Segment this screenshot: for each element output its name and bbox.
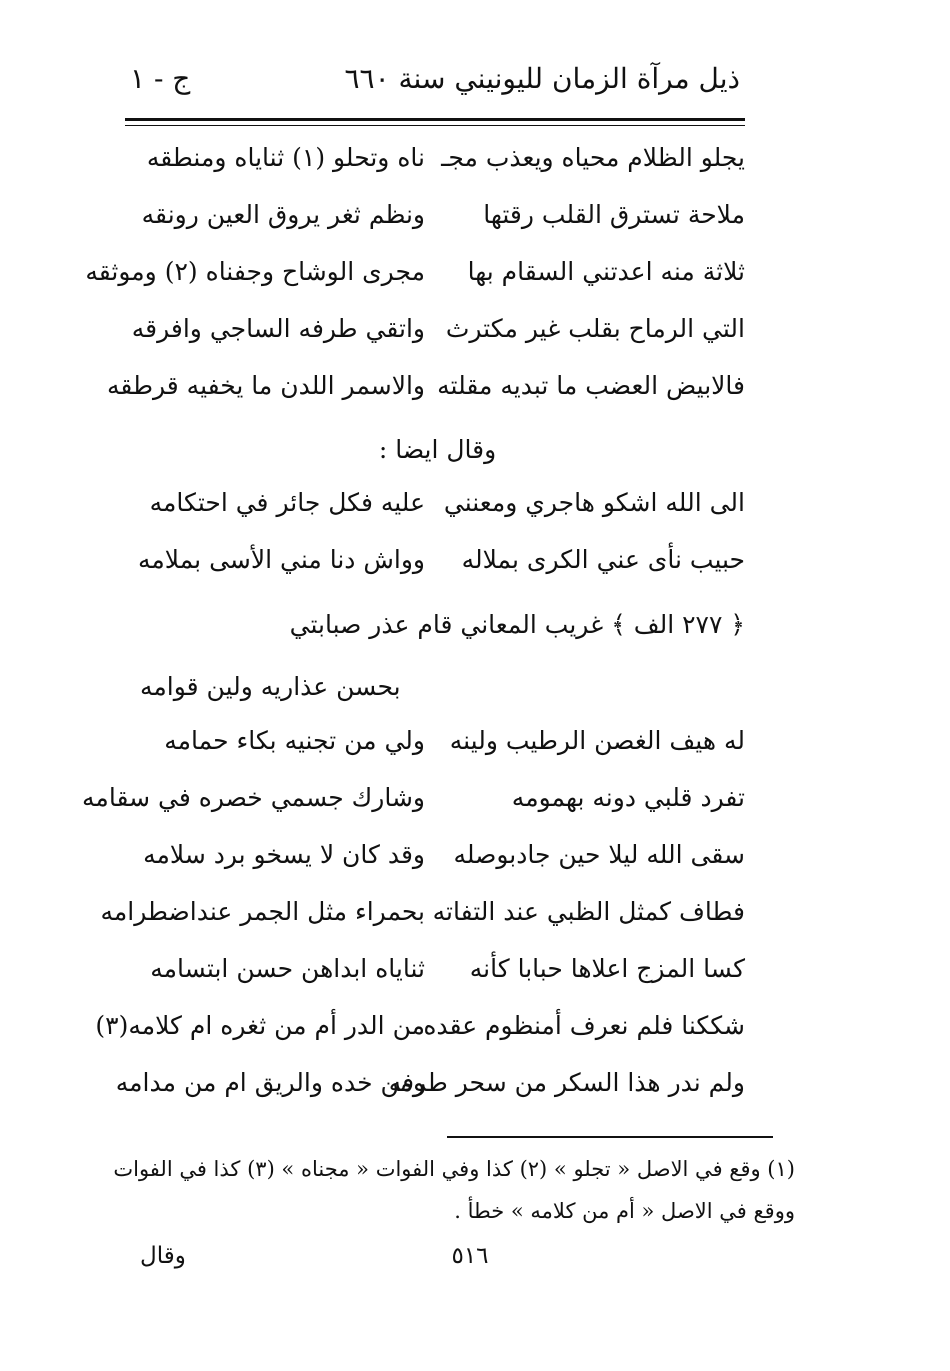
second-hemistich: واتقي طرفه الساجي وافرقه	[131, 314, 425, 343]
catchword: وقال	[140, 1243, 186, 1269]
verse-line	[130, 480, 745, 537]
footnote-rule	[447, 1136, 773, 1138]
second-hemistich: وواش دنا مني الأسى بملامه	[138, 545, 425, 574]
section-intro: وقال ايضا :	[378, 435, 497, 464]
verse-line	[130, 192, 745, 249]
header-rule-thin	[125, 125, 745, 126]
verse-line	[130, 946, 745, 1003]
footnotes	[113, 1148, 795, 1232]
first-hemistich: حبيب نأى عني الكرى بملاله	[461, 545, 745, 574]
running-header	[130, 62, 740, 106]
running-title: ذيل مرآة الزمان لليونيني سنة ٦٦٠	[344, 62, 740, 95]
second-hemistich: ناه وتحلو (١) ثناياه ومنطقه	[146, 143, 425, 172]
verse-line	[130, 306, 745, 363]
second-hemistich: مجرى الوشاح وجفناه (٢) وموثقه	[85, 257, 425, 286]
second-hemistich: ثناياه ابداهن حسن ابتسامه	[150, 954, 425, 983]
verse-line	[100, 889, 745, 946]
second-hemistich: ونظم ثغر يروق العين رونقه	[141, 200, 425, 229]
verse-line	[130, 832, 745, 889]
first-hemistich: كسا المزج اعلاها حبابا كأنه	[469, 954, 745, 983]
second-hemistich: وقد كان لا يسخو برد سلامه	[143, 840, 425, 869]
first-hemistich: فطاف كمثل الظبي عند التفاته	[432, 897, 745, 926]
first-hemistich: تفرد قلبي دونه بهمومه	[511, 783, 745, 812]
verse-line	[130, 718, 745, 775]
first-hemistich: ولم ندر هذا السكر من سحر طرفه	[388, 1068, 745, 1097]
verse-line	[85, 249, 745, 306]
second-hemistich: بحمراء مثل الجمر عنداضطرامه	[100, 897, 425, 926]
verse-line	[95, 1003, 745, 1060]
volume-label: ج - ١	[130, 62, 191, 95]
verse-line	[107, 363, 745, 420]
folio-marker-line: ﴿ ٢٧٧ الف ﴾ غريب المعاني قام عذر صبابتي	[289, 610, 745, 639]
first-hemistich: شككنا فلم نعرف أمنظوم عقده	[423, 1011, 745, 1040]
page-number: ٥١٦	[451, 1243, 489, 1269]
first-hemistich: التي الرماح بقلب غير مكترث	[445, 314, 745, 343]
verse-line	[130, 135, 745, 192]
second-hemistich-line: بحسن عذاريه ولين قوامه	[140, 672, 401, 701]
page-footer	[140, 1243, 740, 1283]
second-hemistich: والاسمر اللدن ما يخفيه قرطقه	[107, 371, 425, 400]
verse-line	[130, 537, 745, 594]
header-rule	[125, 118, 745, 121]
second-hemistich: عليه فكل جائر في احتكامه	[149, 488, 425, 517]
verse-line	[82, 775, 745, 832]
second-hemistich: من الدر أم من ثغره ام كلامه(٣)	[95, 1011, 425, 1040]
second-hemistich: ومن خده والريق ام من مدامه	[115, 1068, 425, 1097]
first-hemistich: فالابيض العضب ما تبديه مقلته	[437, 371, 745, 400]
verse-line	[115, 1060, 745, 1117]
first-hemistich: ملاحة تسترق القلب رقتها	[483, 200, 745, 229]
first-hemistich: يجلو الظلام محياه ويعذب مجـ	[441, 143, 745, 172]
first-hemistich: الى الله اشكو هاجري ومعنني	[443, 488, 745, 517]
poem-body	[82, 135, 745, 1117]
second-hemistich: ولي من تجنيه بكاء حمامه	[164, 726, 425, 755]
first-hemistich: ثلاثة منه اعدتني السقام بها	[467, 257, 745, 286]
second-hemistich: وشارك جسمي خصره في سقامه	[82, 783, 425, 812]
first-hemistich: سقى الله ليلا حين جادبوصله	[453, 840, 745, 869]
footnote-line: (١) وقع في الاصل « تجلو » (٢) كذا وفي الفوات « مجناه » (٣) كذا في الفوات	[113, 1157, 795, 1181]
footnote-line: ووقع في الاصل « أم من كلامه » خطأ .	[454, 1199, 795, 1223]
first-hemistich: له هيف الغصن الرطيب ولينه	[449, 726, 745, 755]
